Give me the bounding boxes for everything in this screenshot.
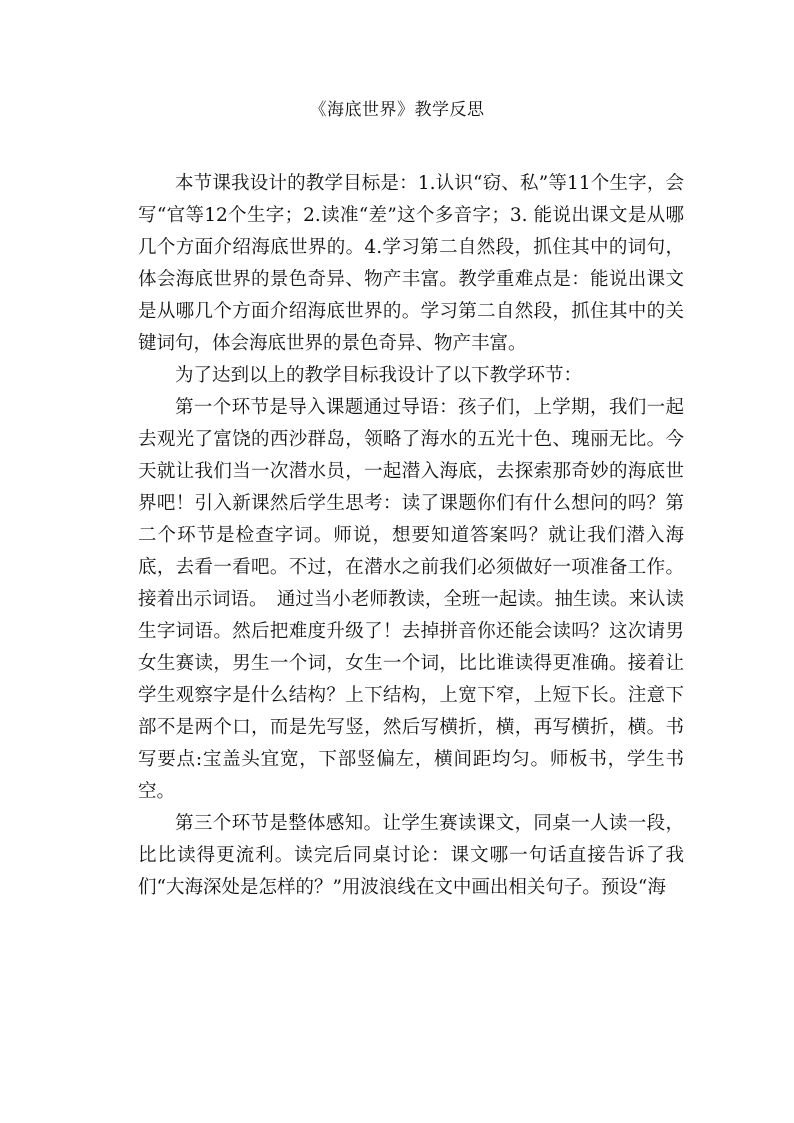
document-title: 《海底世界》教学反思	[309, 100, 485, 120]
paragraph-objectives: 本节课我设计的教学目标是：1.认识“窃、私”等11个生字，会写“官等12个生字；2.读准“差”这个多音字；3. 能说出课文是从哪几个方面介绍海底世界的。4.学习第二自然段，抓住其中的词句，体会海底世界的景色奇异、物产丰富。教学重难点是：能说出课文是从哪几个方面介绍海底世界的。学习第二自然段，抓住其中的关键词句，体会海底世界的景色奇异、物产丰富。	[138, 173, 684, 354]
paragraph-step-one-two: 第一个环节是导入课题通过导语：孩子们，上学期，我们一起去观光了富饶的西沙群岛，领略了海水的五光十色、瑰丽无比。今天就让我们当一次潜水员，一起潜入海底，去探索那奇妙的海底世界吧！引入新课然后学生思考：读了课题你们有什么想问的吗？第二个环节是检查字词。师说，想要知道答案吗？就让我们潜入海底，去看一看吧。不过，在潜水之前我们必须做好一项准备工作。接着出示词语。 通过当小老师教读，全班一起读。抽生读。来认读生字词语。然后把难度升级了！去掉拼音你还能会读吗？这次请男女生赛读，男生一个词，女生一个词，比比谁读得更准确。接着让学生观察字是什么结构？上下结构，上宽下窄，上短下长。注意下部不是两个口，而是先写竖，然后写横折，横，再写横折，横。书写要点:宝盖头宜宽，下部竖偏左，横间距均匀。师板书，学生书空。	[138, 397, 684, 802]
document-body	[138, 168, 684, 904]
paragraph-intro-steps: 为了达到以上的教学目标我设计了以下教学环节：	[175, 365, 583, 386]
paragraph-step-three: 第三个环节是整体感知。让学生赛读课文，同桌一人读一段，比比读得更流利。读完后同桌讨论：课文哪一句话直接告诉了我们“大海深处是怎样的？”用波浪线在文中画出相关句子。预设“海	[138, 813, 684, 898]
